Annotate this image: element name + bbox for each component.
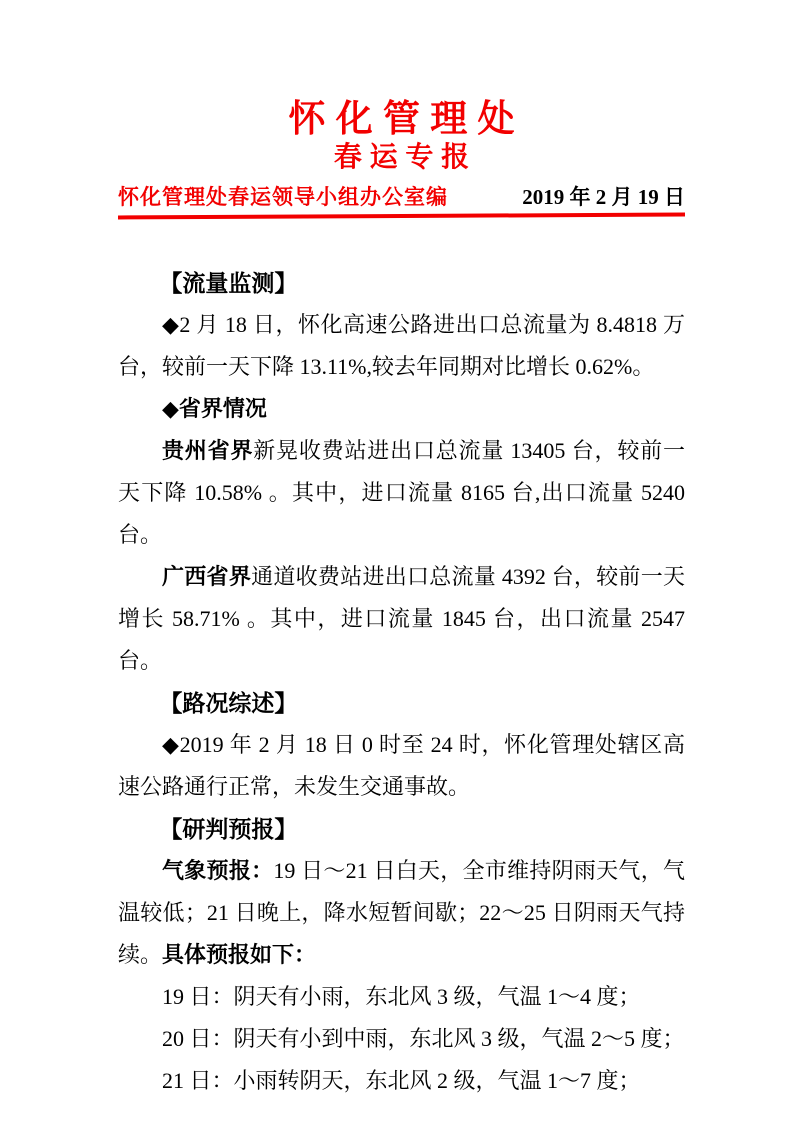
section-subheading-province-border: ◆省界情况 [162, 396, 267, 421]
forecast-day-20: 20 日：阴天有小到中雨，东北风 3 级，气温 2～5 度； [162, 1026, 685, 1051]
document-content [118, 0, 685, 1102]
header-rule [118, 213, 685, 220]
paragraph-text: 19 日～21 日白天，全市维持阴雨天气，气温较低；21 日晚上，降水短暂间歇；22～25 日阴雨天气持续。 [118, 858, 685, 967]
forecast-day-19: 19 日：阴天有小雨，东北风 3 级，气温 1～4 度； [162, 984, 641, 1009]
paragraph-lead: 广西省界 [162, 564, 252, 589]
paragraph-tail: 具体预报如下： [162, 942, 317, 967]
paragraph-weather-forecast [118, 850, 685, 976]
document-body [118, 262, 685, 1102]
forecast-day-21: 21 日：小雨转阴天，东北风 2 级，气温 1～7 度； [162, 1068, 641, 1093]
paragraph-total-flow: ◆2 月 18 日，怀化高速公路进出口总流量为 8.4818 万台，较前一天下降 13.11%,较去年同期对比增长 0.62%。 [118, 312, 685, 379]
section-heading-forecast: 【研判预报】 [159, 816, 298, 842]
paragraph-lead: 气象预报： [162, 858, 274, 883]
section-heading-traffic-monitoring: 【流量监测】 [159, 270, 298, 296]
issue-date: 2019 年 2 月 19 日 [522, 185, 685, 209]
document-subtitle: 春 运 专 报 [333, 141, 470, 172]
document-title: 怀 化 管 理 处 [288, 98, 515, 139]
paragraph-text: 新晃收费站进出口总流量 13405 台，较前一天下降 10.58% 。其中，进口流量 8165 台,出口流量 5240 台。 [118, 438, 685, 547]
paragraph-road-conditions: ◆2019 年 2 月 18 日 0 时至 24 时，怀化管理处辖区高速公路通行正常，未发生交通事故。 [118, 732, 685, 799]
masthead-row [118, 184, 685, 210]
paragraph-text: 通道收费站进出口总流量 4392 台，较前一天增长 58.71% 。其中，进口流量 1845 台，出口流量 2547 台。 [118, 564, 685, 673]
section-heading-road-conditions: 【路况综述】 [159, 690, 298, 716]
paragraph-guangxi-border [118, 556, 685, 682]
paragraph-lead: 贵州省界 [162, 438, 254, 463]
paragraph-guizhou-border [118, 430, 685, 556]
editor-label: 怀化管理处春运领导小组办公室编 [118, 185, 448, 209]
